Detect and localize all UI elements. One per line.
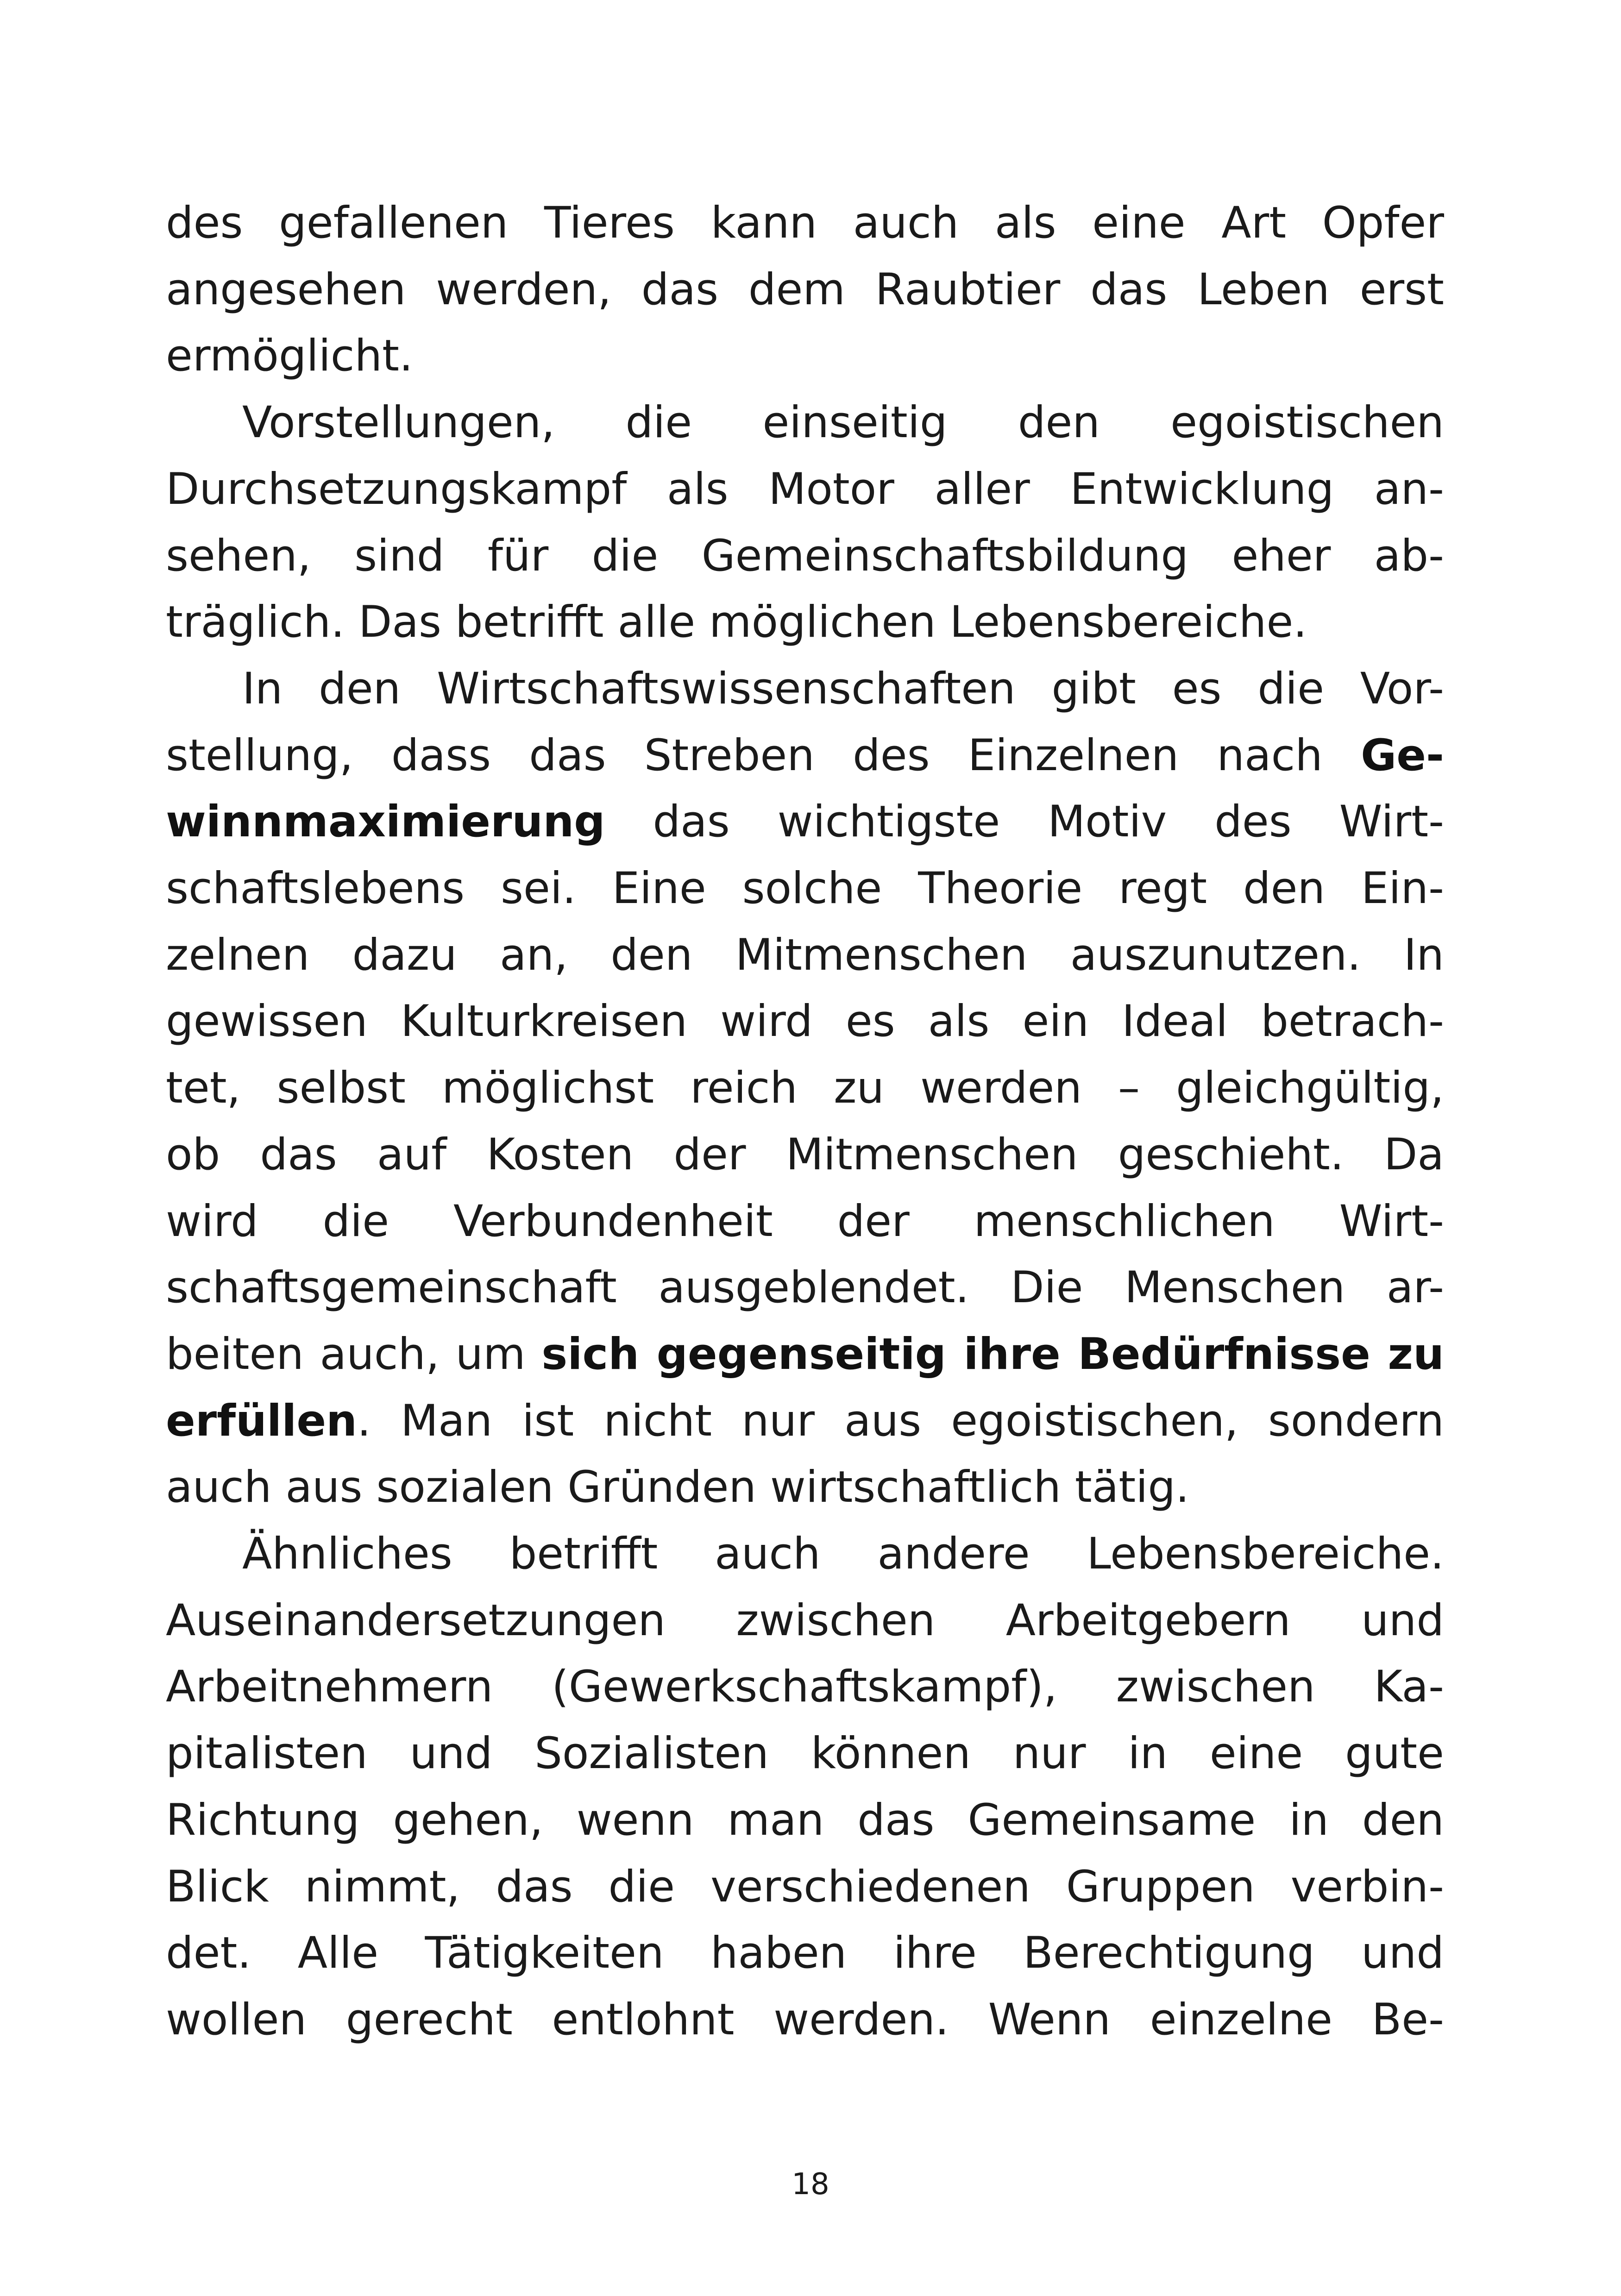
- text-run: . Man ist nicht nur aus egoistischen, sondern: [357, 1395, 1444, 1446]
- bold-text: Ge-: [1361, 730, 1444, 781]
- paragraph: [166, 656, 1444, 1521]
- text-line: [166, 1122, 1444, 1188]
- text-line: [166, 1255, 1444, 1321]
- text-run: Ähnliches betrifft auch andere Lebensbereiche.: [242, 1529, 1444, 1580]
- text-line: [166, 988, 1444, 1055]
- text-line: [166, 1454, 1444, 1521]
- text-line: [166, 1521, 1444, 1587]
- text-line: [166, 523, 1444, 590]
- bold-text: erfüllen: [166, 1395, 358, 1446]
- text-line: [166, 855, 1444, 922]
- bold-text: winnmaximierung: [166, 797, 605, 847]
- text-line: [166, 1854, 1444, 1920]
- text-line: [166, 1987, 1444, 2053]
- text-run: das wichtigste Motiv des Wirt-: [605, 797, 1444, 847]
- text-run: zelnen dazu an, den Mitmenschen auszunutzen. In: [166, 929, 1444, 980]
- paragraph: [166, 389, 1444, 656]
- text-line: [166, 1920, 1444, 1987]
- text-line: [166, 1587, 1444, 1654]
- text-run: det. Alle Tätigkeiten haben ihre Berechtigung und: [166, 1928, 1444, 1979]
- text-run: Vorstellungen, die einseitig den egoistischen: [242, 397, 1444, 448]
- text-run: pitalisten und Sozialisten können nur in eine gute: [166, 1728, 1444, 1779]
- text-line: [166, 656, 1444, 722]
- text-line: [166, 456, 1444, 523]
- text-run: auch aus sozialen Gründen wirtschaftlich tätig.: [166, 1462, 1189, 1513]
- text-run: sehen, sind für die Gemeinschaftsbildung eher ab-: [166, 530, 1444, 581]
- text-run: ermöglicht.: [166, 331, 413, 382]
- text-run: gewissen Kulturkreisen wird es als ein Ideal betrach-: [166, 996, 1444, 1047]
- text-run: des gefallenen Tieres kann auch als eine Art Opfer: [166, 198, 1444, 248]
- text-run: ob das auf Kosten der Mitmenschen geschieht. Da: [166, 1129, 1444, 1180]
- body-text: [166, 190, 1444, 2053]
- text-run: Auseinandersetzungen zwischen Arbeitgebern und: [166, 1595, 1444, 1646]
- text-run: angesehen werden, das dem Raubtier das Leben erst: [166, 264, 1444, 315]
- bold-text: sich gegenseitig ihre Bedürfnisse zu: [541, 1329, 1444, 1380]
- text-run: wird die Verbundenheit der menschlichen Wirt-: [166, 1196, 1444, 1247]
- text-run: stellung, dass das Streben des Einzelnen nach: [166, 730, 1361, 781]
- page-number: 18: [792, 2167, 829, 2202]
- text-line: [166, 323, 1444, 389]
- text-run: wollen gerecht entlohnt werden. Wenn einzelne Be-: [166, 1994, 1444, 2045]
- text-line: [166, 722, 1444, 789]
- text-line: [166, 1388, 1444, 1455]
- text-run: Blick nimmt, das die verschiedenen Gruppen verbin-: [166, 1861, 1444, 1912]
- text-line: [166, 789, 1444, 855]
- text-run: Arbeitnehmern (Gewerkschaftskampf), zwischen Ka-: [166, 1662, 1444, 1713]
- text-run: beiten auch, um: [166, 1329, 542, 1380]
- text-run: Durchsetzungskampf als Motor aller Entwicklung an-: [166, 464, 1444, 514]
- text-line: [166, 1787, 1444, 1854]
- text-run: In den Wirtschaftswissenschaften gibt es die Vor-: [242, 663, 1444, 714]
- text-run: träglich. Das betrifft alle möglichen Lebensbereiche.: [166, 597, 1307, 648]
- paragraph: [166, 1521, 1444, 2053]
- text-line: [166, 1188, 1444, 1255]
- text-run: schaftsgemeinschaft ausgeblendet. Die Menschen ar-: [166, 1262, 1444, 1313]
- text-line: [166, 1055, 1444, 1122]
- text-line: [166, 389, 1444, 456]
- text-line: [166, 1654, 1444, 1720]
- text-line: [166, 589, 1444, 656]
- text-run: schaftslebens sei. Eine solche Theorie regt den Ein-: [166, 863, 1444, 914]
- text-run: tet, selbst möglichst reich zu werden – gleichgültig,: [166, 1063, 1444, 1114]
- text-run: Richtung gehen, wenn man das Gemeinsame in den: [166, 1794, 1444, 1845]
- paragraph: [166, 190, 1444, 389]
- text-line: [166, 257, 1444, 323]
- text-line: [166, 190, 1444, 257]
- text-line: [166, 1321, 1444, 1388]
- text-line: [166, 1720, 1444, 1787]
- text-line: [166, 922, 1444, 989]
